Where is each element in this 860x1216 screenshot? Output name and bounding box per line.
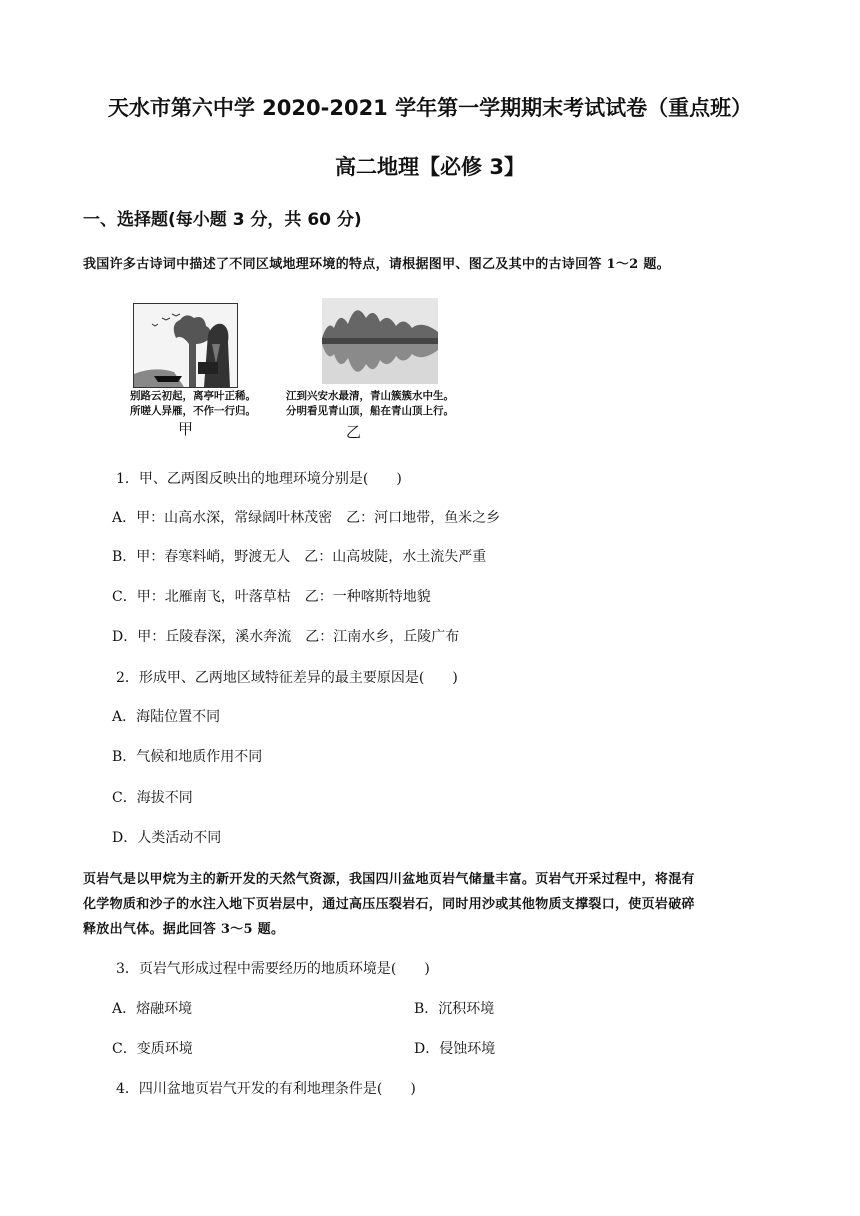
- figure-yi-label: 乙: [346, 423, 362, 441]
- question-2-option-d: D．人类活动不同: [112, 830, 222, 846]
- figure-yi-caption-1: 江到兴安水最清，青山簇簇水中生。: [286, 390, 454, 402]
- figure-jia-caption-2: 所嗟人异雁，不作一行归。: [130, 405, 256, 417]
- karst-landscape-image: [322, 298, 438, 384]
- question-1-option-b: B．甲：春寒料峭，野渡无人 乙：山高坡陡，水土流失严重: [112, 549, 487, 565]
- section-heading: 一、选择题(每小题 3 分，共 60 分): [83, 210, 362, 230]
- figure-jia-caption-1: 别路云初起，离亭叶正稀。: [130, 390, 256, 402]
- question-1-option-a: A．甲：山高水深，常绿阔叶林茂密 乙：河口地带，鱼米之乡: [112, 510, 501, 526]
- intro-passage-2-line-2: 化学物质和沙子的水注入地下页岩层中，通过高压压裂岩石，同时用沙或其他物质支撑裂口，使页岩破碎: [83, 897, 695, 912]
- question-3-option-b: B．沉积环境: [414, 1001, 495, 1017]
- figure-jia-label: 甲: [178, 420, 194, 438]
- question-3-option-a: A．熔融环境: [112, 1001, 193, 1017]
- figure-jia-painting: [133, 303, 238, 388]
- intro-passage-1: 我国许多古诗词中描述了不同区域地理环境的特点，请根据图甲、图乙及其中的古诗回答 1～2 题。: [83, 257, 670, 272]
- question-4-stem: 4．四川盆地页岩气开发的有利地理条件是( ): [116, 1081, 416, 1097]
- question-1-option-c: C．甲：北雁南飞，叶落草枯 乙：一种喀斯特地貌: [112, 589, 431, 605]
- question-3-stem: 3．页岩气形成过程中需要经历的地质环境是( ): [116, 961, 430, 977]
- exam-subtitle: 高二地理【必修 3】: [335, 155, 525, 179]
- question-2-option-a: A．海陆位置不同: [112, 709, 221, 725]
- question-1-option-d: D．甲：丘陵春深，溪水奔流 乙：江南水乡，丘陵广布: [112, 629, 460, 645]
- question-2-option-b: B．气候和地质作用不同: [112, 749, 263, 765]
- intro-passage-2-line-3: 释放出气体。据此回答 3～5 题。: [83, 922, 285, 937]
- ink-landscape-image: [134, 304, 237, 387]
- question-3-option-d: D．侵蚀环境: [414, 1041, 496, 1057]
- intro-passage-2-line-1: 页岩气是以甲烷为主的新开发的天然气资源，我国四川盆地页岩气储量丰富。页岩气开采过程中，将混有: [83, 872, 695, 887]
- question-1-stem: 1．甲、乙两图反映出的地理环境分别是( ): [116, 471, 402, 487]
- figure-yi-photo: [322, 298, 438, 384]
- figure-yi-caption-2: 分明看见青山顶，船在青山顶上行。: [286, 405, 454, 417]
- question-2-option-c: C．海拔不同: [112, 790, 193, 806]
- question-2-stem: 2．形成甲、乙两地区域特征差异的最主要原因是( ): [116, 670, 458, 686]
- question-3-option-c: C．变质环境: [112, 1041, 193, 1057]
- exam-title: 天水市第六中学 2020-2021 学年第一学期期末考试试卷（重点班）: [107, 96, 753, 120]
